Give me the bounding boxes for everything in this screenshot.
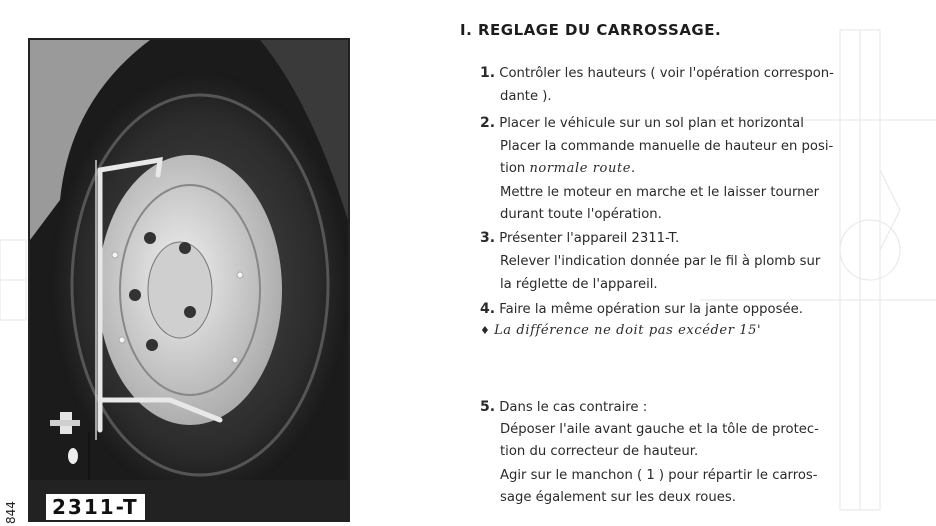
step-1-line-2: dante ).	[500, 89, 552, 104]
note-line: ♦ La différence ne doit pas excéder 15'	[480, 323, 762, 338]
step-2-line-1: 2. Placer le véhicule sur un sol plan et horizontal	[480, 115, 804, 131]
step-5-line-3: tion du correcteur de hauteur.	[500, 444, 699, 459]
step-1-line-1: 1. Contrôler les hauteurs ( voir l'opération correspon-	[480, 65, 834, 81]
section-title: I. REGLAGE DU CARROSSAGE.	[460, 21, 722, 39]
step-2-line-5: durant toute l'opération.	[500, 207, 662, 222]
bullet-icon: ♦	[480, 324, 490, 337]
step-number: 2.	[480, 115, 496, 131]
step-2-line-2: Placer la commande manuelle de hauteur en posi-	[500, 139, 834, 154]
tool-reference-label: 2311-T	[46, 494, 145, 520]
step-number: 4.	[480, 301, 496, 317]
step-3-line-3: la réglette de l'appareil.	[500, 277, 658, 292]
wheel-photo	[28, 38, 350, 522]
step-5-line-2: Déposer l'aile avant gauche et la tôle de protec-	[500, 422, 819, 437]
figure-number: 844	[4, 501, 18, 524]
step-5-line-1: 5. Dans le cas contraire :	[480, 399, 648, 415]
step-2-line-4: Mettre le moteur en marche et le laisser tourner	[500, 185, 820, 200]
step-number: 1.	[480, 65, 496, 81]
step-number: 3.	[480, 230, 496, 246]
step-3-line-2: Relever l'indication donnée par le fil à plomb sur	[500, 254, 821, 269]
step-5-line-5: sage également sur les deux roues.	[500, 490, 736, 505]
step-number: 5.	[480, 399, 496, 415]
step-4-line-1: 4. Faire la même opération sur la jante opposée.	[480, 301, 803, 317]
step-3-line-1: 3. Présenter l'appareil 2311-T.	[480, 230, 680, 246]
step-5-line-4: Agir sur le manchon ( 1 ) pour répartir le carros-	[500, 468, 818, 483]
step-2-line-3: tion normale route.	[500, 161, 636, 176]
